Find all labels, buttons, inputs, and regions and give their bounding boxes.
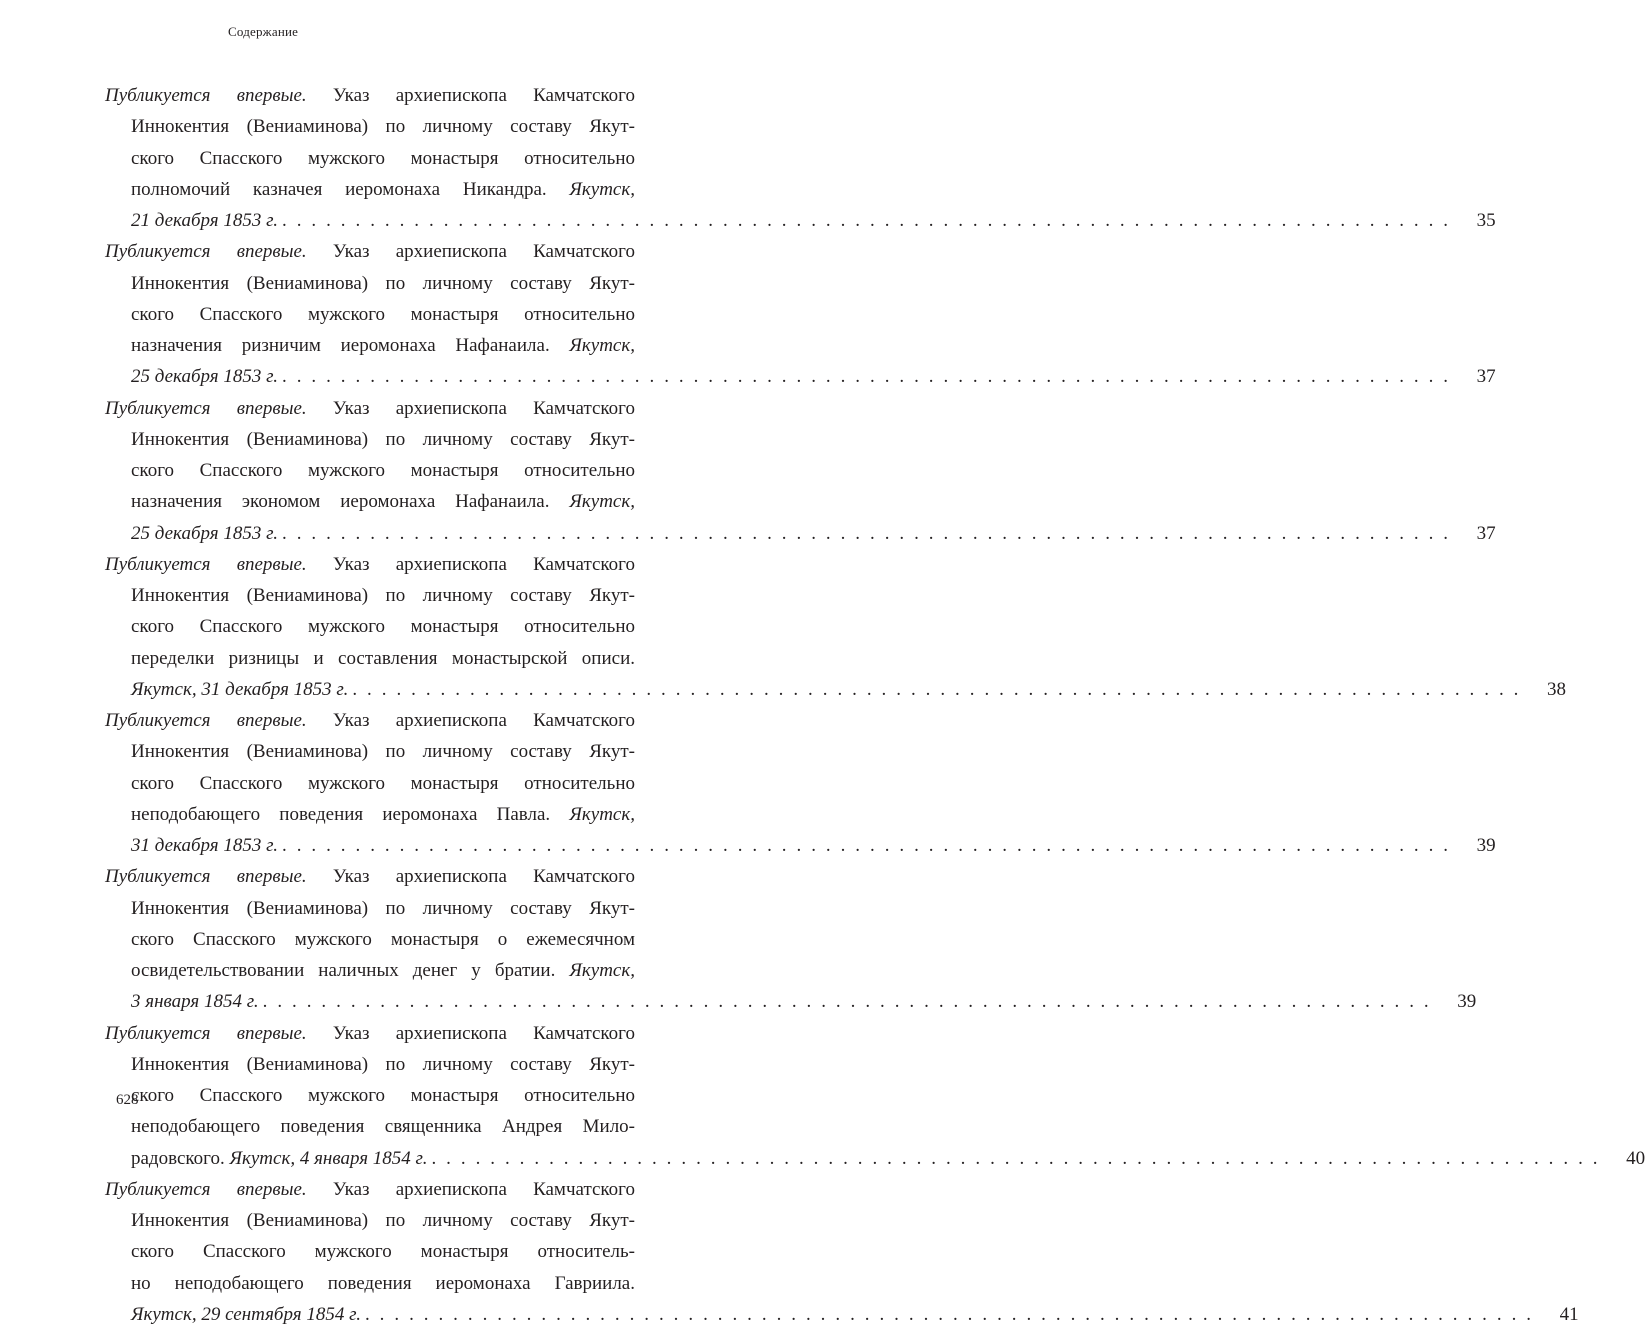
toc-page-number: 37 (1476, 366, 1496, 388)
toc-text: 31 декабря 1853 г. (131, 835, 278, 856)
toc-entry-last-line (131, 674, 1566, 705)
toc-entry-line (131, 1236, 635, 1267)
toc-entry-date (131, 986, 259, 1017)
toc-entry-last-line (131, 830, 1496, 861)
toc-entry-line (131, 1111, 635, 1142)
toc-text: назначения экономом иеромонаха Нафанаила. (131, 491, 570, 513)
leader-dots: . . . . . . . . . . . . . . . . . . . . . . . . . . . . . . . . . . . . . . . . . . . . . . . . . . . . . . . . . . . . . . . . . . . . . . . . . . . . . . . . (282, 522, 1451, 544)
toc-entry (105, 236, 1496, 392)
toc-text: Публикуется впервые. (105, 1178, 307, 1200)
toc-entry (105, 80, 1496, 236)
toc-entry-last-line (131, 205, 1496, 236)
toc-text: 3 января 1854 г. (131, 991, 259, 1013)
toc-entry (105, 393, 1496, 549)
toc-text: переделки ризницы и составления монастырской описи. (131, 647, 635, 669)
toc-entry-last-line (131, 986, 1477, 1017)
toc-text: Иннокентия (Вениаминова) по личному составу Якут- (131, 272, 635, 294)
toc-entry-line (105, 1018, 635, 1049)
toc-entry-date (131, 205, 278, 236)
leader-dots: . . . . . . . . . . . . . . . . . . . . . . . . . . . . . . . . . . . . . . . . . . . . . . . . . . . . . . . . . . . . . . . . . . . . . . . . . . . . . . . . (352, 678, 1521, 700)
toc-text: Указ архиепископа Камчатского (306, 85, 636, 106)
toc-entry (105, 861, 1477, 1017)
toc-entry-line (105, 1174, 635, 1205)
toc-text: Публикуется впервые. (105, 553, 307, 575)
toc-text: назначения ризничим иеромонаха Нафанаила. (131, 335, 570, 356)
toc-entry-line (131, 736, 635, 767)
toc-text: ского Спасского мужского монастыря относительно (131, 616, 635, 638)
toc-text: Иннокентия (Вениаминова) по личному составу Якут- (131, 897, 635, 919)
toc-page-number: 35 (1476, 210, 1496, 231)
leader-dots: . . . . . . . . . . . . . . . . . . . . . . . . . . . . . . . . . . . . . . . . . . . . . . . . . . . . . . . . . . . . . . . . . . . . . . . . . . . . . . . . (431, 1147, 1601, 1169)
toc-entry-line (131, 1205, 635, 1236)
toc-entry-line (131, 924, 635, 955)
toc-entry-date (131, 1143, 427, 1174)
toc-page-number: 37 (1476, 522, 1496, 544)
toc-text: Публикуется впервые. (105, 710, 307, 731)
toc-entry (105, 549, 1566, 705)
toc-text: Указ архиепископа Камчатского (306, 397, 636, 419)
toc-entry (105, 1174, 1579, 1330)
toc-entry-line (131, 486, 635, 517)
leader-dots: . . . . . . . . . . . . . . . . . . . . . . . . . . . . . . . . . . . . . . . . . . . . . . . . . . . . . . . . . . . . . . . . . . . . . . . . . . . . . . . . (282, 366, 1451, 388)
toc-text: радовского. (131, 1147, 230, 1169)
toc-entry-line (131, 268, 635, 299)
toc-text: Указ архиепископа Камчатского (306, 710, 636, 731)
toc-entry-date (131, 830, 278, 861)
toc-text: Указ архиепископа Камчатского (306, 553, 636, 575)
toc-entry-line (105, 236, 635, 267)
toc-page-number: 41 (1559, 1303, 1579, 1325)
toc-entry-last-line (131, 1299, 1579, 1330)
toc-text: Иннокентия (Вениаминова) по личному составу Якут- (131, 1053, 635, 1075)
toc-text: Якутск, (569, 803, 635, 825)
toc-entry-line (105, 861, 635, 892)
toc-text: Якутск, 29 сентября 1854 г. (131, 1303, 361, 1325)
toc-text: Иннокентия (Вениаминова) по личному составу Якут- (131, 116, 635, 138)
toc-entry-line (131, 455, 635, 486)
toc-page-number: 39 (1457, 991, 1477, 1013)
toc-text: Указ архиепископа Камчатского (306, 866, 636, 888)
toc-entry-line (105, 393, 635, 424)
toc-entry-line (131, 893, 635, 924)
toc-text: Публикуется впервые. (105, 866, 307, 888)
toc-text: Публикуется впервые. (105, 241, 307, 263)
toc-page-number: 39 (1476, 835, 1496, 856)
toc-text: Якутск, (569, 960, 635, 981)
toc-text: Якутск, 4 января 1854 г. (229, 1147, 428, 1169)
toc-entry-last-line (131, 518, 1496, 549)
toc-text: полномочий казначея иеромонаха Никандра. (131, 178, 570, 200)
toc-text: Публикуется впервые. (105, 397, 307, 419)
toc-entry-last-line (131, 1143, 1645, 1174)
toc-text: Указ архиепископа Камчатского (306, 1022, 636, 1044)
toc-entry-line (131, 611, 635, 642)
toc-entry-line (131, 111, 635, 142)
toc-text: Якутск, (569, 491, 635, 513)
running-header: Содержание (228, 24, 299, 39)
toc-entry-last-line (131, 361, 1496, 392)
toc-entry-date (131, 518, 278, 549)
toc-text: Иннокентия (Вениаминова) по личному составу Якут- (131, 1210, 635, 1231)
toc-entry-line (131, 1268, 635, 1299)
toc-entry-line (131, 174, 635, 205)
leader-dots: . . . . . . . . . . . . . . . . . . . . . . . . . . . . . . . . . . . . . . . . . . . . . . . . . . . . . . . . . . . . . . . . . . . . . . . . . . . . . . . . (364, 1303, 1534, 1325)
toc-entry-line (131, 1049, 635, 1080)
table-of-contents (105, 80, 1645, 1330)
toc-entry-line (131, 424, 635, 455)
toc-text: ского Спасского мужского монастыря относительно (131, 460, 635, 481)
toc-text: Иннокентия (Вениаминова) по личному составу Якут- (131, 741, 635, 763)
toc-entry-line (105, 80, 635, 111)
toc-text: ского Спасского мужского монастыря относительно (131, 303, 635, 325)
toc-entry-date (131, 1299, 361, 1330)
toc-text: но неподобающего поведения иеромонаха Гавриила. (131, 1272, 635, 1294)
toc-entry-line (105, 549, 635, 580)
page-number: 628 (116, 1092, 139, 1108)
leader-dots: . . . . . . . . . . . . . . . . . . . . . . . . . . . . . . . . . . . . . . . . . . . . . . . . . . . . . . . . . . . . . . . . . . . . . . . . . . . . . . . . (262, 991, 1432, 1013)
toc-entry-line (131, 580, 635, 611)
toc-text: 25 декабря 1853 г. (131, 366, 278, 388)
toc-text: ского Спасского мужского монастыря относитель- (131, 1241, 635, 1263)
toc-text: Иннокентия (Вениаминова) по личному составу Якут- (131, 428, 635, 450)
toc-text: Публикуется впервые. (105, 85, 307, 106)
toc-text: Якутск, 31 декабря 1853 г. (131, 678, 349, 700)
toc-text: Публикуется впервые. (105, 1022, 307, 1044)
toc-text: ского Спасского мужского монастыря относительно (131, 1085, 635, 1106)
toc-text: неподобающего поведения священника Андрея Мило- (131, 1116, 635, 1138)
toc-entry-line (131, 768, 635, 799)
toc-entry-line (131, 955, 635, 986)
toc-text: Указ архиепископа Камчатского (306, 241, 636, 263)
toc-text: 25 декабря 1853 г. (131, 522, 278, 544)
toc-text: 21 декабря 1853 г. (131, 210, 278, 231)
toc-text: ского Спасского мужского монастыря о ежемесячном (131, 928, 635, 950)
leader-dots: . . . . . . . . . . . . . . . . . . . . . . . . . . . . . . . . . . . . . . . . . . . . . . . . . . . . . . . . . . . . . . . . . . . . . . . . . . . . . . . . (282, 835, 1451, 856)
toc-page-number: 38 (1547, 678, 1566, 700)
toc-entry-line (131, 643, 635, 674)
toc-text: Якутск, (569, 335, 635, 356)
toc-entry-line (131, 299, 635, 330)
toc-page-number: 40 (1626, 1147, 1645, 1169)
toc-text: Якутск, (569, 178, 635, 200)
toc-text: ского Спасского мужского монастыря относительно (131, 772, 635, 794)
toc-text: ского Спасского мужского монастыря относительно (131, 147, 635, 169)
toc-text: Указ архиепископа Камчатского (306, 1178, 636, 1200)
toc-entry-date (131, 361, 278, 392)
toc-text: Иннокентия (Вениаминова) по личному составу Якут- (131, 585, 635, 606)
toc-entry-line (105, 705, 635, 736)
toc-text: неподобающего поведения иеромонаха Павла. (131, 803, 570, 825)
toc-entry-line (131, 143, 635, 174)
toc-entry-date (131, 674, 348, 705)
toc-text: освидетельствовании наличных денег у братии. (131, 960, 570, 981)
toc-entry (105, 705, 1496, 861)
leader-dots: . . . . . . . . . . . . . . . . . . . . . . . . . . . . . . . . . . . . . . . . . . . . . . . . . . . . . . . . . . . . . . . . . . . . . . . . . . . . . . . . (282, 210, 1451, 231)
toc-entry-line (131, 799, 635, 830)
toc-entry-line (131, 330, 635, 361)
